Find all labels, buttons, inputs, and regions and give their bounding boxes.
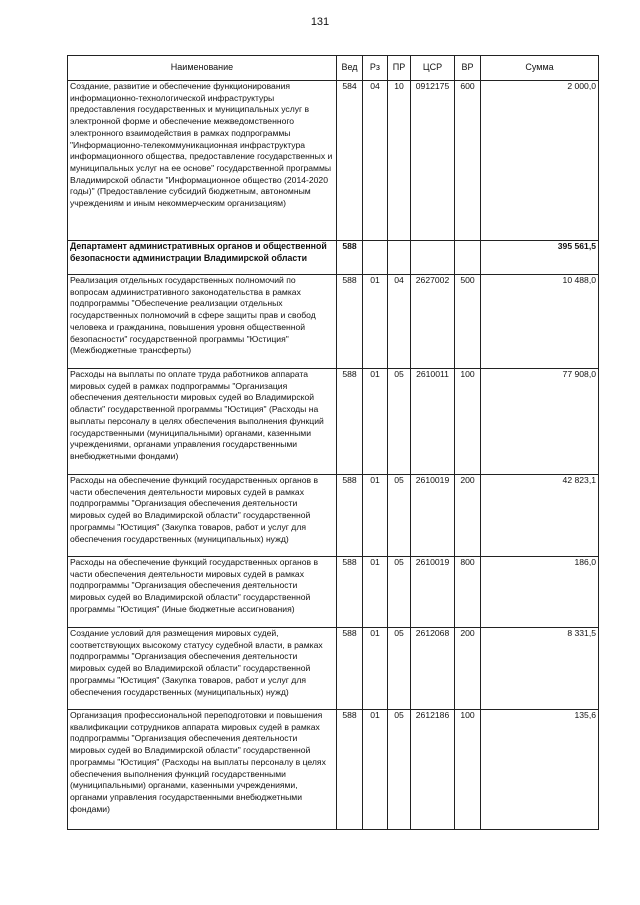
header-vr: ВР [455, 56, 481, 81]
row-vr: 800 [455, 557, 481, 628]
row-vr: 500 [455, 275, 481, 369]
row-pr: 05 [388, 557, 411, 628]
row-ved: 588 [337, 710, 363, 830]
table-row [68, 710, 599, 830]
row-sum: 8 331,5 [481, 628, 599, 710]
row-csr: 2627002 [411, 275, 455, 369]
row-name: Реализация отдельных государственных полномочий по вопросам административного законодательства в рамках подпрограммы "Обеспечение реализации отдельных государственных полномочий в сфере защиты прав и свобод человека и гражданина, повышения уровня общественной безопасности" государственной программы "Юстиция" (Межбюджетные трансферты) [68, 275, 337, 369]
row-rz: 04 [363, 81, 388, 241]
row-ved: 584 [337, 81, 363, 241]
row-rz: 01 [363, 475, 388, 557]
table-header-row [68, 56, 599, 81]
row-vr: 200 [455, 475, 481, 557]
row-csr: 2612186 [411, 710, 455, 830]
row-sum: 395 561,5 [481, 241, 599, 275]
header-ved: Вед [337, 56, 363, 81]
row-rz: 01 [363, 275, 388, 369]
row-sum: 42 823,1 [481, 475, 599, 557]
header-name: Наименование [68, 56, 337, 81]
header-sum: Сумма [481, 56, 599, 81]
budget-table [67, 55, 599, 830]
row-csr: 2610019 [411, 475, 455, 557]
row-sum: 186,0 [481, 557, 599, 628]
row-vr: 600 [455, 81, 481, 241]
row-sum: 77 908,0 [481, 369, 599, 475]
row-name: Департамент административных органов и общественной безопасности администрации Владимирской области [68, 241, 337, 275]
header-rz: Рз [363, 56, 388, 81]
table-row-department [68, 241, 599, 275]
row-pr: 10 [388, 81, 411, 241]
row-name: Создание условий для размещения мировых судей, соответствующих высокому статусу судебной власти, в рамках подпрограммы "Организация обеспечения деятельности мировых судей во Владимирской области" государственной программы "Юстиция" (Закупка товаров, работ и услуг для обеспечения государственных (муниципальных) нужд) [68, 628, 337, 710]
row-csr: 0912175 [411, 81, 455, 241]
row-pr: 05 [388, 369, 411, 475]
row-csr: 2612068 [411, 628, 455, 710]
row-vr [455, 241, 481, 275]
row-ved: 588 [337, 241, 363, 275]
row-csr [411, 241, 455, 275]
row-name: Расходы на обеспечение функций государственных органов в части обеспечения деятельности мировых судей в рамках подпрограммы "Организация обеспечения деятельности мировых судей во Владимирской области" государственной программы "Юстиция" (Закупка товаров, работ и услуг для обеспечения государственных (муниципальных) нужд) [68, 475, 337, 557]
row-ved: 588 [337, 275, 363, 369]
row-ved: 588 [337, 557, 363, 628]
row-csr: 2610019 [411, 557, 455, 628]
row-pr: 05 [388, 710, 411, 830]
row-name: Создание, развитие и обеспечение функционирования информационно-технологической инфраструктуры предоставления государственных и муниципальных услуг в электронной форме и обеспечение межведомственного электронного взаимодействия в рамках подпрограммы "Информационно-телекоммуникационная инфраструктура информационного общества, предоставление государственных и муниципальных услуг на ее основе" государственной программы Владимирской области "Информационное общество (2014-2020 годы)" (Предоставление субсидий бюджетным, автономным учреждениям и иным некоммерческим организациям) [68, 81, 337, 241]
row-vr: 100 [455, 369, 481, 475]
row-vr: 100 [455, 710, 481, 830]
row-name: Организация профессиональной переподготовки и повышения квалификации сотрудников аппарата мировых судей в рамках подпрограммы "Организация обеспечения деятельности мировых судей во Владимирской области" государственной программы "Юстиция" (Расходы на выплаты персоналу в целях обеспечения выполнения функций государственными (муниципальными) органами, казенными учреждениями, органами управления государственными внебюджетными фондами) [68, 710, 337, 830]
row-name: Расходы на выплаты по оплате труда работников аппарата мировых судей в рамках подпрограммы "Организация обеспечения деятельности мировых судей во Владимирской области" государственной программы "Юстиция" (Расходы на выплаты персоналу в целях обеспечения выполнения функций государственными (муниципальными) органами, казенными учреждениями, органами управления государственными внебюджетными фондами) [68, 369, 337, 475]
row-ved: 588 [337, 369, 363, 475]
row-sum: 10 488,0 [481, 275, 599, 369]
table-row [68, 275, 599, 369]
header-pr: ПР [388, 56, 411, 81]
row-pr [388, 241, 411, 275]
table-row [68, 369, 599, 475]
row-pr: 05 [388, 475, 411, 557]
row-csr: 2610011 [411, 369, 455, 475]
row-vr: 200 [455, 628, 481, 710]
table-row [68, 475, 599, 557]
row-rz: 01 [363, 628, 388, 710]
row-pr: 04 [388, 275, 411, 369]
row-rz: 01 [363, 557, 388, 628]
header-csr: ЦСР [411, 56, 455, 81]
table-row [68, 557, 599, 628]
row-pr: 05 [388, 628, 411, 710]
table-row [68, 628, 599, 710]
page-number: 131 [310, 16, 330, 28]
table-row [68, 81, 599, 241]
row-ved: 588 [337, 628, 363, 710]
row-sum: 2 000,0 [481, 81, 599, 241]
row-name: Расходы на обеспечение функций государственных органов в части обеспечения деятельности мировых судей в рамках подпрограммы "Организация обеспечения деятельности мировых судей во Владимирской области" государственной программы "Юстиция" (Иные бюджетные ассигнования) [68, 557, 337, 628]
row-sum: 135,6 [481, 710, 599, 830]
row-rz: 01 [363, 710, 388, 830]
row-rz: 01 [363, 369, 388, 475]
row-rz [363, 241, 388, 275]
row-ved: 588 [337, 475, 363, 557]
